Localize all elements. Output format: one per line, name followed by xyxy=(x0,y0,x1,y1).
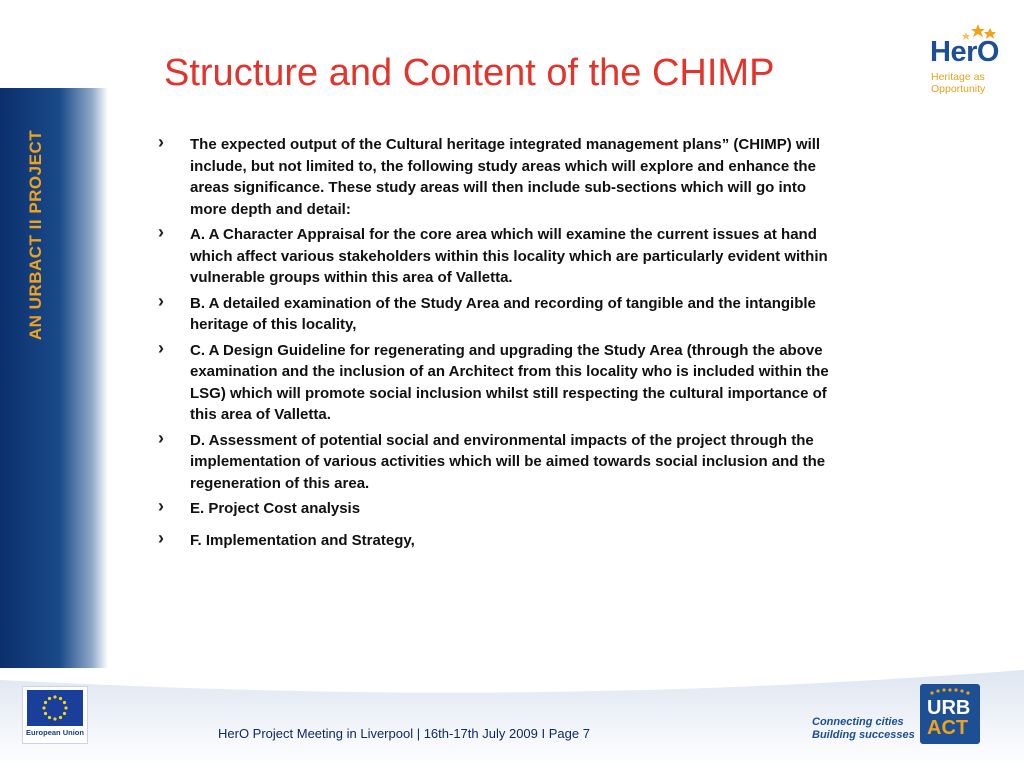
bullet-arrow-icon: › xyxy=(158,290,164,311)
bullet-item: › B. A detailed examination of the Study Area and recording of tangible and the intangible heritage of this locality, xyxy=(158,290,816,333)
bullet-arrow-icon: › xyxy=(158,427,164,448)
urbact-logo-text: ACT xyxy=(927,717,969,739)
bullet-arrow-icon: › xyxy=(158,222,164,242)
footer-text: HerO Project Meeting in Liverpool | 16th-17th July 2009 I Page 7 xyxy=(218,726,590,741)
bottom-swoosh xyxy=(0,640,1024,768)
urbact-tagline: Building successes xyxy=(812,729,915,741)
urbact-tagline: Connecting cities xyxy=(812,716,904,728)
bullet-item: › D. Assessment of potential social and environmental impacts of the project through the implementation of various activities which will be aimed towards social inclusion and the regeneration of this area. xyxy=(158,427,826,492)
hero-logo-tagline: Opportunity xyxy=(931,83,986,95)
bullet-item: › A. A Character Appraisal for the core area which will examine the current issues at hand which affect various stakeholders within this locality which are particularly evident within vulnerable groups within this area of Valletta. xyxy=(158,222,828,286)
bullet-arrow-icon: › xyxy=(158,527,164,548)
bullet-item: › E. Project Cost analysis xyxy=(158,496,361,517)
urbact-logo-text: URB xyxy=(927,697,971,719)
hero-logo-name: HerO xyxy=(930,36,999,68)
eu-logo xyxy=(22,686,88,744)
bullet-item: › The expected output of the Cultural heritage integrated management plans” (CHIMP) will include, but not limited to, the following study areas which will explore and enhance the areas significance. These study areas will then include sub-sections which will go into more depth and detail: xyxy=(158,132,821,218)
content-bullet-list xyxy=(158,134,838,555)
bullet-arrow-icon: › xyxy=(158,337,164,358)
side-project-label: AN URBACT II PROJECT xyxy=(26,129,46,341)
side-band xyxy=(0,88,108,668)
bullet-arrow-icon: › xyxy=(158,496,164,516)
eu-flag-icon xyxy=(27,690,83,726)
eu-logo-label: European Union xyxy=(26,728,84,737)
urbact-logo xyxy=(920,684,980,744)
bullet-arrow-icon: › xyxy=(158,132,164,152)
hero-logo-tagline: Heritage as xyxy=(931,71,985,83)
page-title: Structure and Content of the CHIMP xyxy=(164,52,775,94)
urbact-stars-icon xyxy=(928,687,972,697)
bullet-item: › F. Implementation and Strategy, xyxy=(158,527,415,549)
bullet-item: › C. A Design Guideline for regenerating and upgrading the Study Area (through the above examination and the inclusion of an Architect from this locality who is included within the LSG) which will promote social inclusion whilst still respecting the cultural importance of this area of Valletta. xyxy=(158,337,829,423)
